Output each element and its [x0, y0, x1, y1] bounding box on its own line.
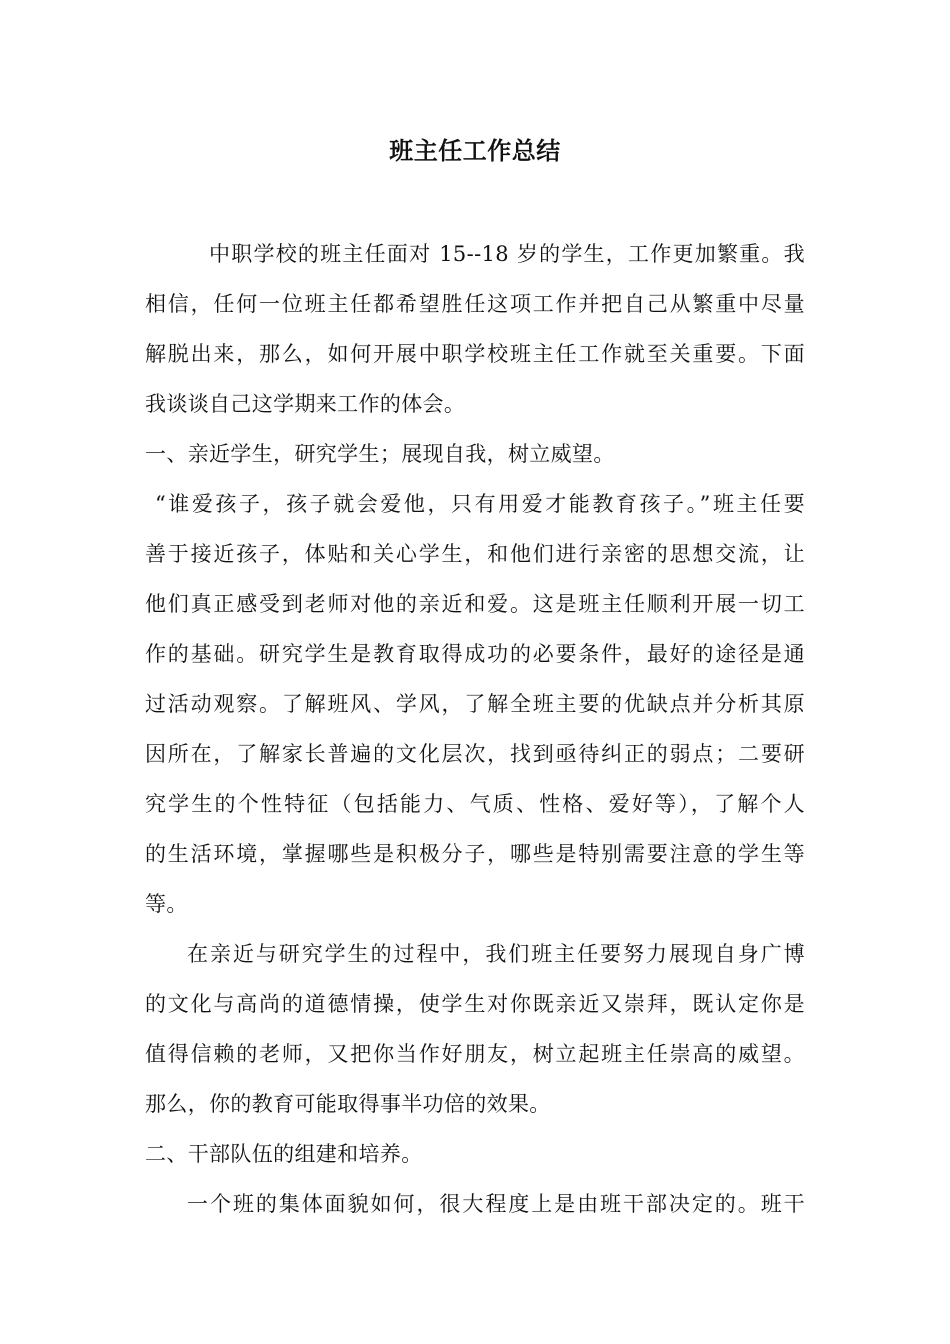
paragraph-line: 在亲近与研究学生的过程中，我们班主任要努力展现自身广博	[187, 942, 805, 966]
paragraph-line: 善于接近孩子，体贴和关心学生，和他们进行亲密的思想交流，让	[145, 542, 805, 566]
paragraph-line: 等。	[145, 892, 188, 916]
paragraph-line: “谁爱孩子，孩子就会爱他，只有用爱才能教育孩子。”班主任要	[155, 492, 805, 516]
paragraph-line: 值得信赖的老师，又把你当作好朋友，树立起班主任崇高的威望。	[145, 1042, 805, 1066]
paragraph-line: 一个班的集体面貌如何，很大程度上是由班干部决定的。班干	[187, 1192, 805, 1216]
document-title: 班主任工作总结	[389, 137, 561, 165]
document-body	[145, 229, 805, 1229]
section-heading: 二、干部队伍的组建和培养。	[145, 1142, 423, 1166]
paragraph-line: 解脱出来，那么，如何开展中职学校班主任工作就至关重要。下面	[145, 342, 805, 366]
paragraph-line: 究学生的个性特征（包括能力、气质、性格、爱好等），了解个人	[145, 792, 805, 816]
paragraph-line: 他们真正感受到老师对他的亲近和爱。这是班主任顺利开展一切工	[145, 592, 805, 616]
paragraph-line: 因所在，了解家长普遍的文化层次，找到亟待纠正的弱点；二要研	[145, 742, 805, 766]
paragraph-line: 我谈谈自己这学期来工作的体会。	[145, 392, 466, 416]
section-heading: 一、亲近学生，研究学生；展现自我，树立威望。	[145, 442, 615, 466]
paragraph-line: 过活动观察。了解班风、学风，了解全班主要的优缺点并分析其原	[145, 692, 805, 716]
paragraph-line: 中职学校的班主任面对 15--18 岁的学生，工作更加繁重。我	[209, 242, 805, 266]
paragraph-line: 的生活环境，掌握哪些是积极分子，哪些是特别需要注意的学生等	[145, 842, 805, 866]
paragraph-line: 相信，任何一位班主任都希望胜任这项工作并把自己从繁重中尽量	[145, 292, 805, 316]
paragraph-line: 作的基础。研究学生是教育取得成功的必要条件，最好的途径是通	[145, 642, 805, 666]
paragraph-line: 那么，你的教育可能取得事半功倍的效果。	[145, 1092, 551, 1116]
paragraph-line: 的文化与高尚的道德情操，使学生对你既亲近又崇拜，既认定你是	[145, 992, 805, 1016]
